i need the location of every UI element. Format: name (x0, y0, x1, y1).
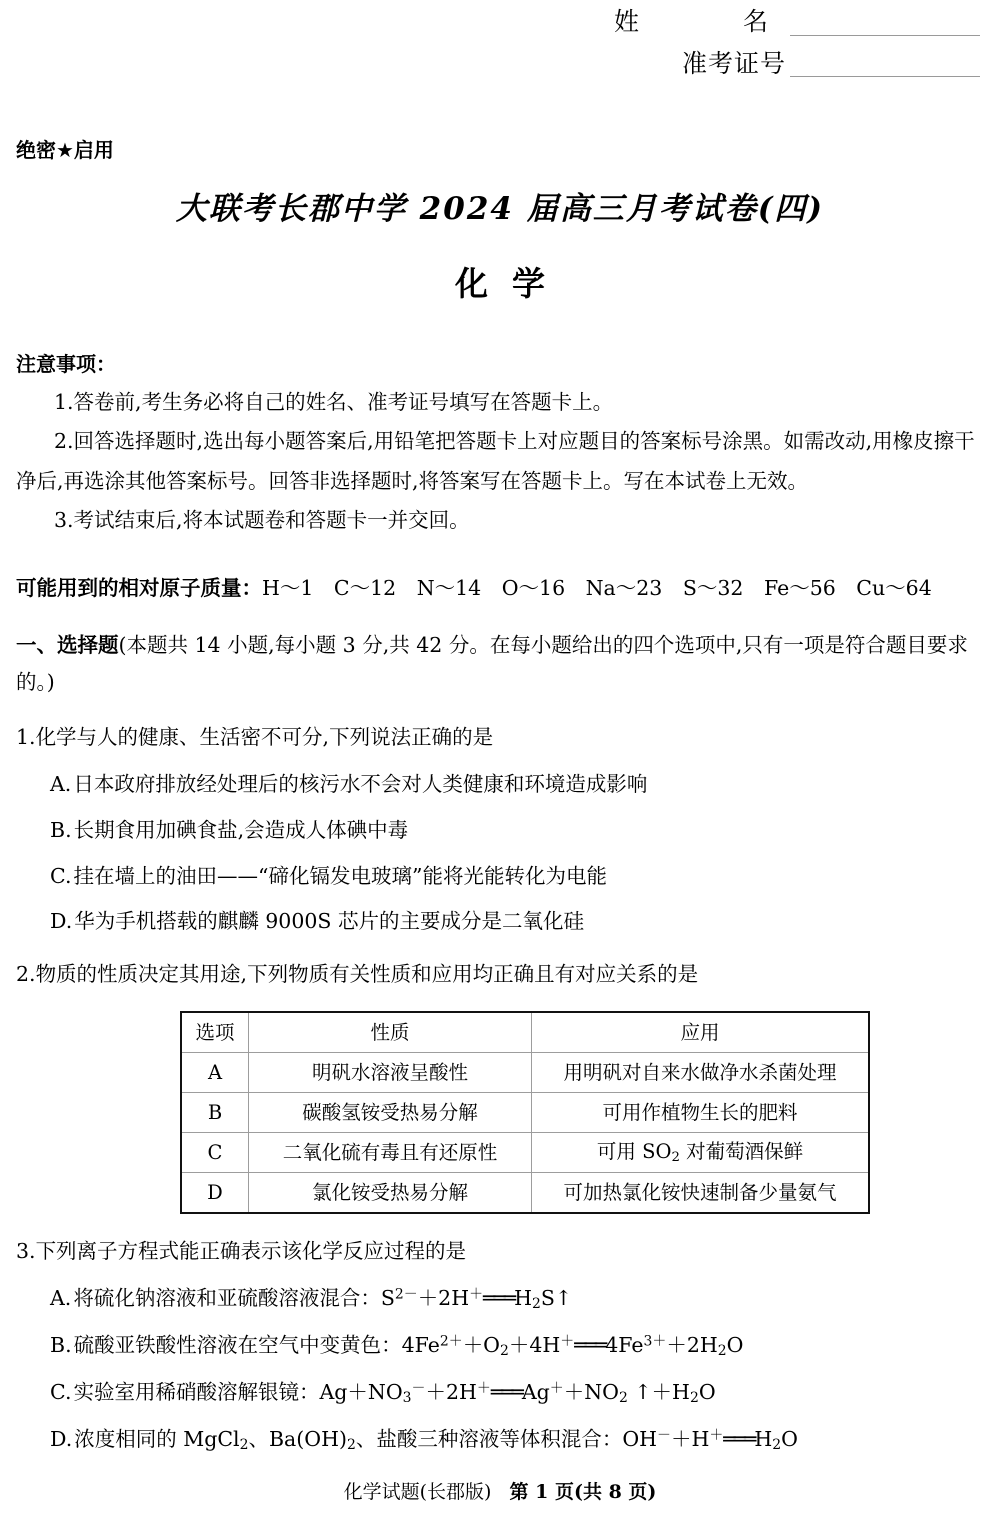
question-3-option-d[interactable] (16, 1424, 984, 1456)
row-property: 明矾水溶液呈酸性 (249, 1052, 532, 1092)
page-title: 大联考长郡中学 2024 届高三月考试卷(四) (175, 191, 825, 227)
option-letter: D. (50, 1426, 73, 1451)
row-property: 二氧化硫有毒且有还原性 (249, 1132, 532, 1172)
exam-number-label: 准考证号 (681, 48, 786, 78)
notice-item-2: 2.回答选择题时,选出每小题答案后,用铅笔把答题卡上对应题目的答案标号涂黑。如需改动,用橡皮擦干净后,再选涂其他答案标号。回答非选择题时,将答案写在答题卡上。写在本试卷上无效。 (16, 429, 975, 493)
atomic-masses-label: 可能用到的相对原子质量： (16, 576, 262, 601)
exam-body (16, 348, 984, 1455)
question-2 (16, 958, 984, 1214)
option-letter: A. (50, 772, 72, 796)
question-3-option-b[interactable] (16, 1330, 984, 1362)
table-row[interactable] (181, 1092, 869, 1132)
question-2-stem (16, 958, 984, 991)
row-application: 可用作植物生长的肥料 (532, 1092, 870, 1132)
section-heading (16, 627, 984, 700)
atomic-masses-line (16, 572, 984, 605)
question-2-options-table (180, 1011, 870, 1214)
secrecy-mark: 绝密★启用 (16, 138, 114, 162)
option-letter: C. (50, 1379, 72, 1404)
subject-title: 化学 (455, 264, 569, 303)
table-row[interactable] (181, 1052, 869, 1092)
row-application: 可用 $SO_2$ 对葡萄酒保鲜 (532, 1132, 870, 1172)
question-1-number: 1. (16, 725, 36, 750)
row-property: 氯化铵受热易分解 (249, 1172, 532, 1213)
row-option-letter: A (181, 1052, 249, 1092)
table-header-application: 应用 (532, 1012, 870, 1053)
question-3 (16, 1235, 984, 1456)
table-header-row (181, 1012, 869, 1053)
exam-number-field-row (600, 50, 980, 78)
exam-identity-fields (600, 8, 980, 91)
notice-item-3: 3.考试结束后,将本试题卷和答题卡一并交回。 (54, 508, 470, 533)
question-1-option-b[interactable] (16, 815, 984, 846)
question-2-number: 2. (16, 962, 36, 986)
question-3-option-c[interactable] (16, 1377, 984, 1409)
option-letter: A. (50, 1285, 72, 1310)
option-letter: D. (50, 909, 73, 934)
row-option-letter: D (181, 1172, 249, 1213)
question-3-number: 3. (16, 1238, 36, 1263)
section-description: (本题共 14 小题,每小题 3 分,共 42 分。在每小题给出的四个选项中,只有一项是符合题目要求的。) (16, 633, 968, 694)
option-text: 长期食用加碘食盐,会造成人体碘中毒 (73, 817, 409, 842)
row-option-letter: B (181, 1092, 249, 1132)
page-footer (0, 1477, 1000, 1504)
table-row[interactable] (181, 1132, 869, 1172)
option-text: 日本政府排放经处理后的核污水不会对人类健康和环境造成影响 (73, 772, 648, 796)
table-header-option: 选项 (181, 1012, 249, 1053)
row-property: 碳酸氢铵受热易分解 (249, 1092, 532, 1132)
table-header-property: 性质 (249, 1012, 532, 1053)
question-3-option-a[interactable] (16, 1283, 984, 1315)
option-letter: B. (50, 817, 72, 842)
option-text: 挂在墙上的油田——“碲化镉发电玻璃”能将光能转化为电能 (73, 863, 607, 888)
table-row[interactable] (181, 1172, 869, 1213)
row-application: 用明矾对自来水做净水杀菌处理 (532, 1052, 870, 1092)
question-1-option-c[interactable] (16, 861, 984, 892)
question-1-text: 化学与人的健康、生活密不可分,下列说法正确的是 (35, 725, 494, 750)
name-label: 姓 名 (613, 7, 786, 36)
row-application: 可加热氯化铵快速制备少量氨气 (532, 1172, 870, 1213)
option-equation: 硫酸亚铁酸性溶液在空气中变黄色：$4Fe^{2+}+O_2+4H^+═══4Fe^{3+}+2H_2O$ (73, 1332, 744, 1359)
question-1-stem (16, 721, 984, 754)
question-3-stem (16, 1235, 984, 1268)
exam-number-input-line[interactable] (790, 50, 980, 77)
row-option-letter: C (181, 1132, 249, 1172)
option-letter: B. (50, 1332, 72, 1357)
notice-heading: 注意事项： (16, 352, 116, 376)
name-field-row (600, 8, 980, 36)
footer-page-info: 第 1 页(共 8 页) (509, 1481, 657, 1503)
section-title: 一、选择题 (16, 633, 119, 658)
notice-item-1: 1.答卷前,考生务必将自己的姓名、准考证号填写在答题卡上。 (54, 390, 614, 414)
option-equation: 将硫化钠溶液和亚硫酸溶液混合：$S^{2-}+2H^+═══H_2S↑$ (73, 1285, 573, 1312)
question-3-text: 下列离子方程式能正确表示该化学反应过程的是 (35, 1238, 467, 1263)
question-1-option-a[interactable] (16, 769, 984, 800)
name-input-line[interactable] (790, 9, 980, 36)
footer-subject: 化学试题(长郡版) (343, 1481, 492, 1503)
question-1-option-d[interactable] (16, 906, 984, 937)
atomic-masses-values: H～1 C～12 N～14 O～16 Na～23 S～32 Fe～56 Cu～64 (262, 576, 932, 601)
option-equation: 浓度相同的 MgCl$_2$、$Ba(OH)_2$、盐酸三种溶液等体积混合：$OH^-+H^+═══H_2O$ (74, 1426, 798, 1453)
question-2-text: 物质的性质决定其用途,下列物质有关性质和应用均正确且有对应关系的是 (35, 962, 699, 986)
option-letter: C. (50, 863, 72, 888)
option-equation: 实验室用稀硝酸溶解银镜：$Ag+NO_3^-+2H^+═══Ag^++NO_2$ $↑+H_2O$ (73, 1379, 716, 1406)
question-1 (16, 721, 984, 937)
option-text: 华为手机搭载的麒麟 9000S 芯片的主要成分是二氧化硅 (74, 909, 584, 934)
